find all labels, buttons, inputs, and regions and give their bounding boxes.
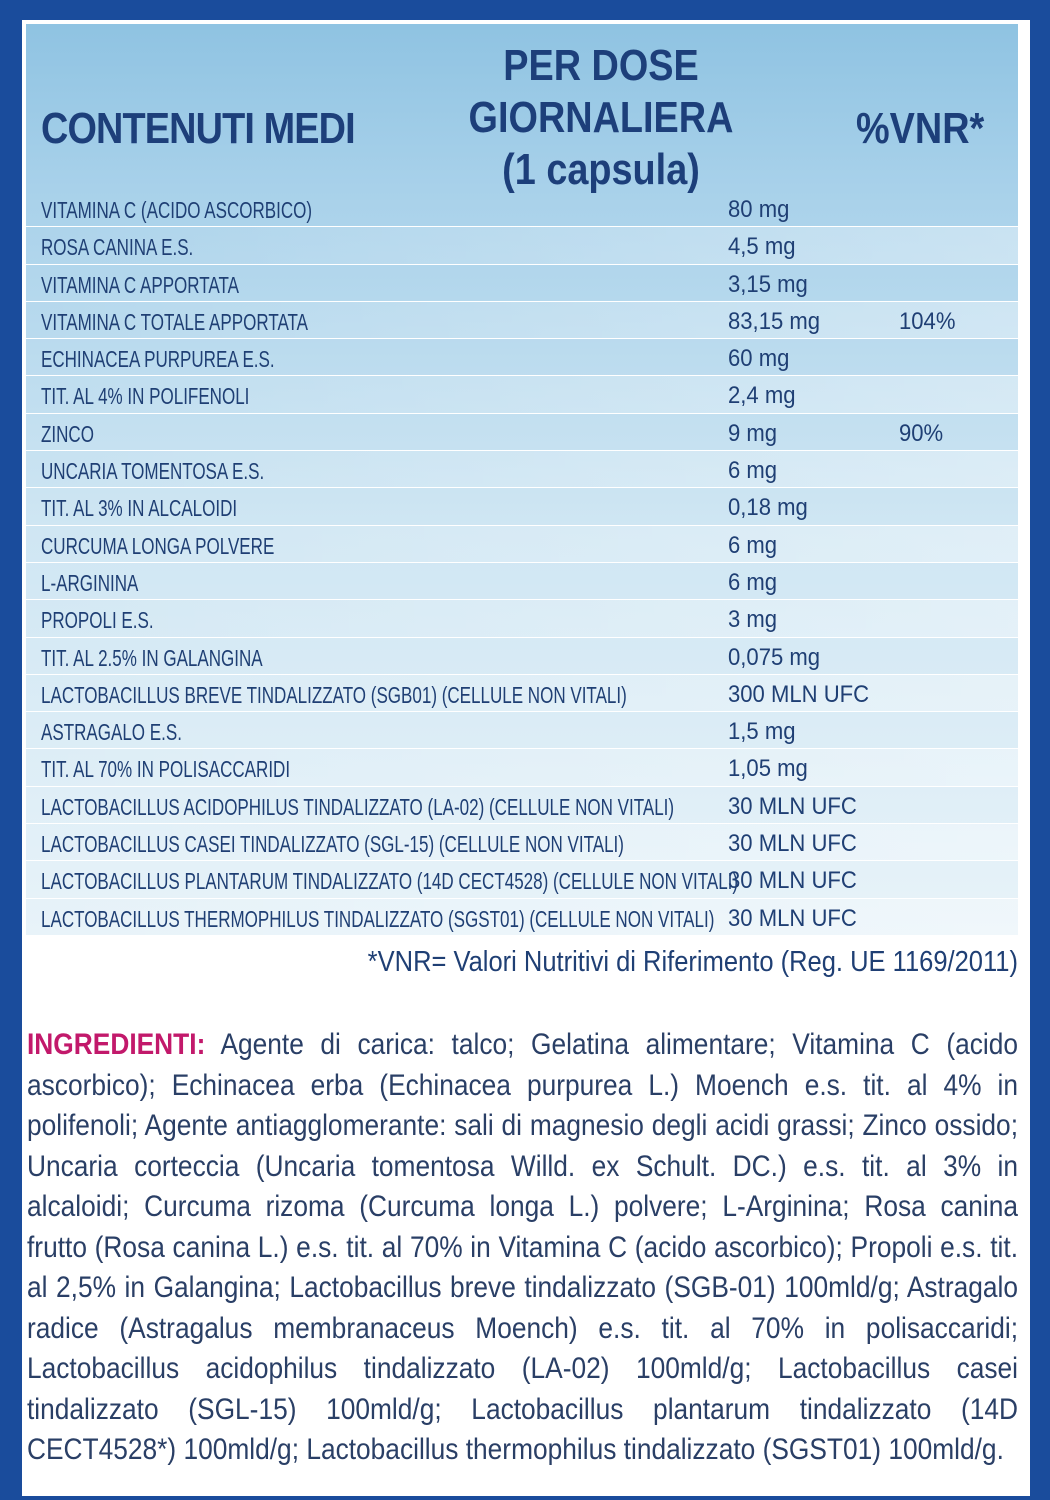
row-daily-dose: 0,18 mg — [728, 494, 808, 522]
header-contenuti-medi: CONTENUTI MEDI — [41, 104, 355, 153]
vnr-footnote: *VNR= Valori Nutritivi di Riferimento (Reg. UE 1169/2011) — [367, 946, 1018, 978]
row-nutrient-name: ROSA CANINA E.S. — [41, 234, 194, 261]
row-daily-dose: 300 MLN UFC — [728, 680, 870, 708]
table-row — [26, 675, 1018, 712]
row-nutrient-name: TIT. AL 3% IN ALCALOIDI — [41, 495, 238, 522]
row-daily-dose: 83,15 mg — [728, 307, 821, 335]
row-nutrient-name: VITAMINA C TOTALE APPORTATA — [41, 308, 309, 335]
row-nutrient-name: L-ARGININA — [41, 569, 139, 596]
table-row — [26, 749, 1018, 786]
row-daily-dose: 3,15 mg — [728, 270, 808, 298]
row-nutrient-name: VITAMINA C (ACIDO ASCORBICO) — [41, 197, 313, 223]
row-daily-dose: 1,05 mg — [728, 755, 808, 783]
row-nutrient-name: ASTRAGALO E.S. — [41, 719, 182, 746]
row-nutrient-name: PROPOLI E.S. — [41, 607, 154, 634]
row-nutrient-name: UNCARIA TOMENTOSA E.S. — [41, 458, 265, 485]
table-row — [26, 861, 1018, 898]
row-nutrient-name: LACTOBACILLUS BREVE TINDALIZZATO (SGB01) (CELLULE NON VITALI) — [41, 681, 627, 708]
header-vnr: %VNR* — [856, 104, 985, 153]
table-row — [26, 302, 1018, 339]
row-daily-dose: 4,5 mg — [728, 233, 796, 261]
table-row — [26, 265, 1018, 302]
row-daily-dose: 9 mg — [728, 419, 778, 447]
row-nutrient-name: VITAMINA C APPORTATA — [41, 271, 239, 298]
ingredients-text: Agente di carica: talco; Gelatina alimentare; Vitamina C (acido ascorbico); Echinacea erba (Echinacea purpurea L.) Moench e.s. tit. al 4% in polifenoli; Agente antiagglomerante: sali di magnesio degli acidi grassi; Zinco ossido; Uncaria corteccia (Uncaria tomentosa Willd. ex Schult. DC.) e.s. tit. al 3% in alcaloidi; Curcuma rizoma (Curcuma longa L.) polvere; L-Arginina; Rosa canina frutto (Rosa canina L.) e.s. tit. al 70% in Vitamina C (acido ascorbico); Propoli e.s. tit. al 2,5% in Galangina; Lactobacillus breve tindalizzato (SGB-01) 100mld/g; Astragalo radice (Astragalus membranaceus Moench) e.s. tit. al 70% in polisaccaridi; Lactobacillus acidophilus tindalizzato (LA-02) 100mld/g; Lactobacillus casei tindalizzato (SGL-15) 100mld/g; Lactobacillus plantarum tindalizzato (14D CECT4528*) 100mld/g; Lactobacillus thermophilus tindalizzato (SGST01) 100mld/g. — [27, 1028, 1019, 1466]
table-row — [26, 339, 1018, 376]
row-daily-dose: 3 mg — [728, 606, 778, 634]
row-nutrient-name: TIT. AL 4% IN POLIFENOLI — [41, 383, 250, 410]
row-daily-dose: 6 mg — [728, 457, 778, 485]
row-daily-dose: 30 MLN UFC — [728, 867, 857, 895]
table-row — [26, 899, 1018, 936]
row-vnr-percent: 90% — [899, 419, 944, 447]
row-nutrient-name: ECHINACEA PURPUREA E.S. — [41, 346, 275, 373]
nutrition-table — [26, 24, 1018, 935]
row-nutrient-name: LACTOBACILLUS PLANTARUM TINDALIZZATO (14D CECT4528) (CELLULE NON VITALI) — [41, 868, 739, 895]
row-nutrient-name: ZINCO — [41, 420, 94, 447]
row-nutrient-name: TIT. AL 2.5% IN GALANGINA — [41, 644, 263, 671]
table-row — [26, 190, 1018, 227]
row-nutrient-name: LACTOBACILLUS ACIDOPHILUS TINDALIZZATO (LA-02) (CELLULE NON VITALI) — [41, 793, 675, 820]
header-per-dose — [459, 40, 743, 196]
table-row — [26, 563, 1018, 600]
table-row — [26, 451, 1018, 488]
row-nutrient-name: LACTOBACILLUS THERMOPHILUS TINDALIZZATO (SGST01) (CELLULE NON VITALI) — [41, 905, 715, 932]
table-row — [26, 712, 1018, 749]
row-nutrient-name: CURCUMA LONGA POLVERE — [41, 532, 275, 559]
row-nutrient-name: TIT. AL 70% IN POLISACCARIDI — [41, 756, 291, 783]
row-daily-dose: 80 mg — [728, 196, 790, 223]
table-row — [26, 824, 1018, 861]
table-row — [26, 600, 1018, 637]
row-daily-dose: 30 MLN UFC — [728, 904, 857, 932]
table-row — [26, 227, 1018, 264]
header-per-dose-line1: PER DOSE — [503, 41, 699, 90]
row-daily-dose: 30 MLN UFC — [728, 792, 857, 820]
table-row — [26, 638, 1018, 675]
table-row — [26, 787, 1018, 824]
row-nutrient-name: LACTOBACILLUS CASEI TINDALIZZATO (SGL-15) (CELLULE NON VITALI) — [41, 831, 624, 858]
ingredients-label: INGREDIENTI: — [27, 1028, 206, 1061]
row-daily-dose: 6 mg — [728, 568, 778, 596]
row-daily-dose: 60 mg — [728, 345, 790, 373]
row-daily-dose: 6 mg — [728, 531, 778, 559]
table-row — [26, 376, 1018, 413]
ingredients-paragraph — [27, 1025, 1018, 1471]
header-per-dose-line2: GIORNALIERA — [468, 93, 734, 142]
row-daily-dose: 1,5 mg — [728, 718, 796, 746]
row-vnr-percent: 104% — [899, 307, 956, 335]
row-daily-dose: 0,075 mg — [728, 643, 821, 671]
row-daily-dose: 30 MLN UFC — [728, 830, 857, 858]
table-header — [26, 24, 1018, 194]
table-row — [26, 414, 1018, 451]
row-daily-dose: 2,4 mg — [728, 382, 796, 410]
table-row — [26, 488, 1018, 525]
table-body — [26, 190, 1018, 936]
table-row — [26, 526, 1018, 563]
header-per-dose-line3: (1 capsula) — [502, 145, 700, 194]
